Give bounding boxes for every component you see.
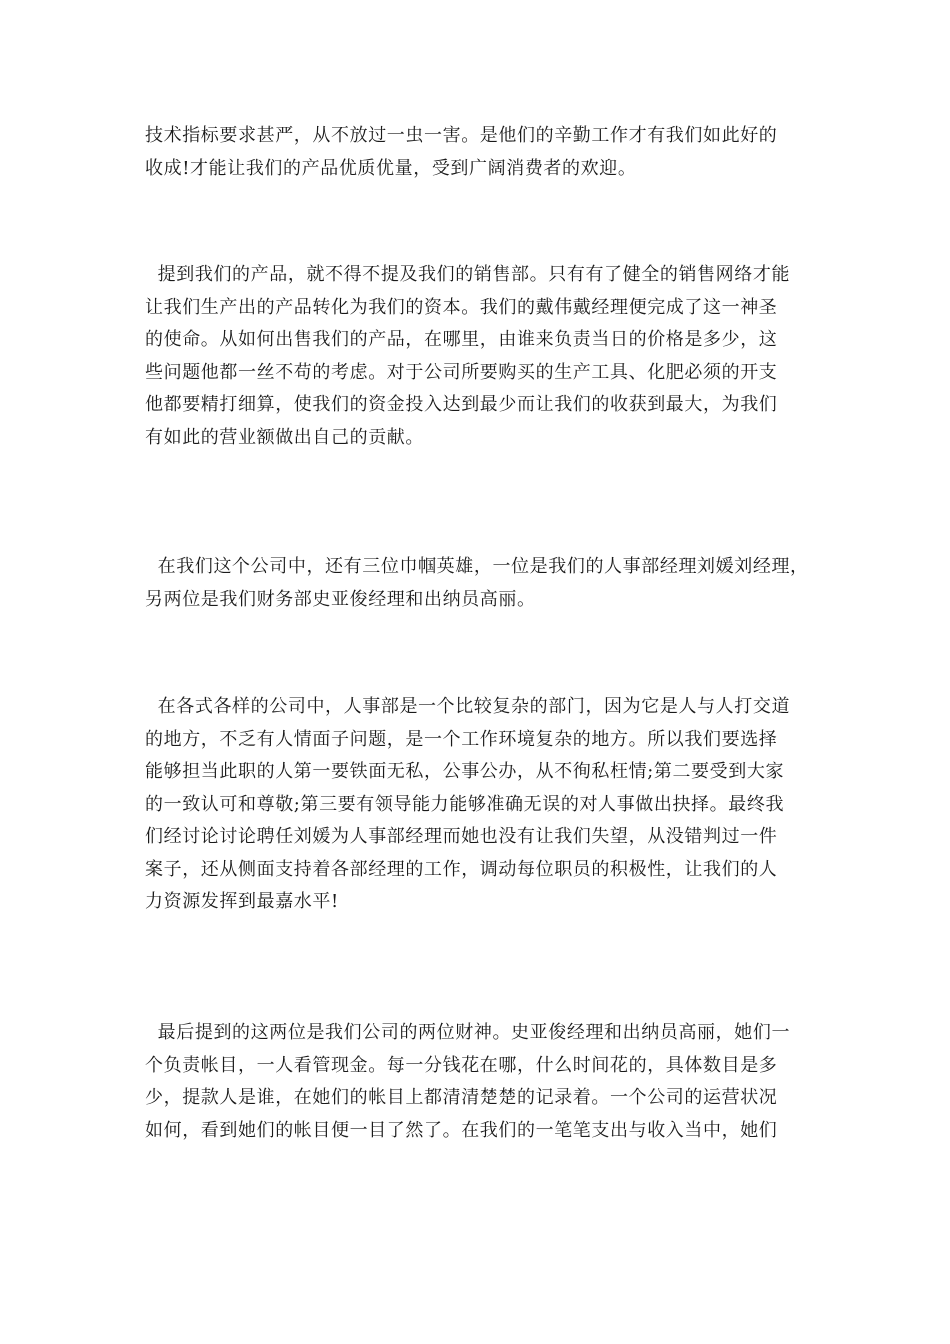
text-line: 收成!才能让我们的产品优质优量，受到广阔消费者的欢迎。 bbox=[145, 157, 637, 179]
text-line: 力资源发挥到最嘉水平! bbox=[145, 891, 339, 912]
text-line: 们经讨论讨论聘任刘媛为人事部经理而她也没有让我们失望，从没错判过一件 bbox=[145, 826, 778, 847]
text-line: 最后提到的这两位是我们公司的两位财神。史亚俊经理和出纳员高丽，她们一 bbox=[145, 1022, 791, 1043]
text-line: 的地方，不乏有人情面子问题，是一个工作环境复杂的地方。所以我们要选择 bbox=[145, 728, 778, 750]
text-line: 的一致认可和尊敬;第三要有领导能力能够准确无误的对人事做出抉择。最终我 bbox=[145, 793, 785, 815]
text-line: 提到我们的产品，就不得不提及我们的销售部。只有有了健全的销售网络才能 bbox=[145, 264, 791, 285]
text-line: 有如此的营业额做出自己的贡献。 bbox=[145, 426, 424, 448]
text-line: 案子，还从侧面支持着各部经理的工作，调动每位职员的积极性，让我们的人 bbox=[145, 858, 778, 880]
text-line: 他都要精打细算，使我们的资金投入达到最少而让我们的收获到最大，为我们 bbox=[145, 394, 778, 415]
text-line: 在各式各样的公司中，人事部是一个比较复杂的部门，因为它是人与人打交道 bbox=[145, 696, 791, 717]
text-line: 能够担当此职的人第一要铁面无私，公事公办，从不徇私枉情;第二要受到大家 bbox=[145, 761, 785, 782]
text-line: 如何，看到她们的帐目便一目了然了。在我们的一笔笔支出与收入当中，她们 bbox=[145, 1119, 778, 1141]
text-line: 些问题他都一丝不苟的考虑。对于公司所要购买的生产工具、化肥必须的开支 bbox=[145, 361, 778, 383]
text-line: 个负责帐目，一人看管现金。每一分钱花在哪，什么时间花的，具体数目是多 bbox=[145, 1054, 778, 1076]
text-line: 的使命。从如何出售我们的产品，在哪里，由谁来负责当日的价格是多少，这 bbox=[145, 329, 778, 350]
text-line: 技术指标要求甚严，从不放过一虫一害。是他们的辛勤工作才有我们如此好的 bbox=[145, 125, 778, 146]
paragraph-three-heroines bbox=[145, 551, 810, 616]
paragraph-crop-protection bbox=[145, 120, 810, 185]
text-line: 少，提款人是谁，在她们的帐目上都清清楚楚的记录着。一个公司的运营状况 bbox=[145, 1087, 778, 1108]
paragraph-hr-department bbox=[145, 691, 810, 919]
paragraph-sales-department bbox=[145, 259, 810, 454]
text-line: 在我们这个公司中，还有三位巾帼英雄，一位是我们的人事部经理刘媛刘经理， bbox=[145, 556, 809, 577]
paragraph-finance-department bbox=[145, 1017, 810, 1147]
text-line: 另两位是我们财务部史亚俊经理和出纳员高丽。 bbox=[145, 588, 536, 610]
text-line: 让我们生产出的产品转化为我们的资本。我们的戴伟戴经理便完成了这一神圣 bbox=[145, 296, 778, 318]
